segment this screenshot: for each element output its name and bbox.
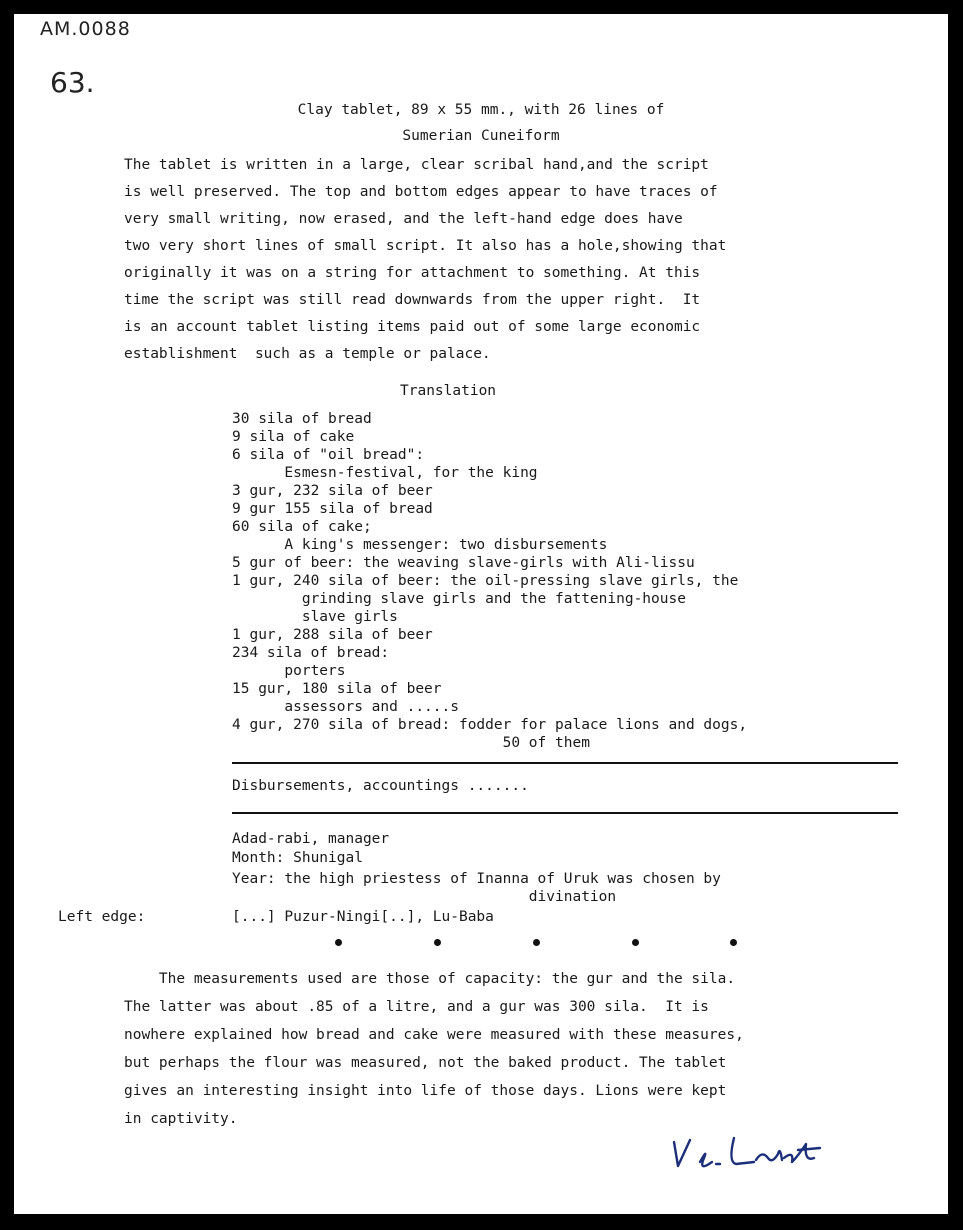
translation-line: 1 gur, 240 sila of beer: the oil-pressing slave girls, the — [232, 573, 739, 589]
notes-line: nowhere explained how bread and cake were measured with these measures, — [124, 1027, 744, 1043]
footer-line: divination — [232, 889, 617, 905]
translation-line: 4 gur, 270 sila of bread: fodder for palace lions and dogs, — [232, 717, 748, 733]
left-edge-text: [...] Puzur-Ningi[..], Lu-Baba — [232, 909, 494, 925]
separator-dot — [632, 939, 639, 946]
translation-line: assessors and .....s — [232, 699, 459, 715]
translation-line: 1 gur, 288 sila of beer — [232, 627, 433, 643]
divider-line — [232, 762, 898, 764]
left-edge-label: Left edge: — [58, 909, 146, 925]
page-number: 63. — [50, 66, 95, 99]
title-line-2: Sumerian Cuneiform — [402, 128, 560, 144]
translation-line: 234 sila of bread: — [232, 645, 390, 661]
handwritten-signature — [664, 1132, 834, 1178]
translation-line: 3 gur, 232 sila of beer — [232, 483, 433, 499]
translation-line: A king's messenger: two disbursements — [232, 537, 608, 553]
title-line-1: Clay tablet, 89 x 55 mm., with 26 lines of — [297, 102, 665, 118]
intro-line: two very short lines of small script. It also has a hole,showing that — [124, 238, 727, 254]
translation-line: 9 sila of cake — [232, 429, 355, 445]
divider-line — [232, 812, 898, 814]
separator-dot — [335, 939, 342, 946]
footer-line: Adad-rabi, manager — [232, 831, 390, 847]
separator-dot — [730, 939, 737, 946]
accession-number: AM.0088 — [40, 18, 131, 40]
translation-line: 60 sila of cake; — [232, 519, 372, 535]
notes-line: but perhaps the flour was measured, not the baked product. The tablet — [124, 1055, 727, 1071]
intro-line: The tablet is written in a large, clear scribal hand,and the script — [124, 157, 709, 173]
translation-line: 5 gur of beer: the weaving slave-girls with Ali-lissu — [232, 555, 695, 571]
notes-line: gives an interesting insight into life of those days. Lions were kept — [124, 1083, 727, 1099]
translation-heading: Translation — [400, 383, 497, 399]
footer-line: Year: the high priestess of Inanna of Uruk was chosen by — [232, 871, 721, 887]
separator-dot — [533, 939, 540, 946]
translation-line: 15 gur, 180 sila of beer — [232, 681, 442, 697]
separator-dot — [434, 939, 441, 946]
translation-line: 9 gur 155 sila of bread — [232, 501, 433, 517]
translation-line: porters — [232, 663, 346, 679]
notes-line: in captivity. — [124, 1111, 238, 1127]
intro-line: very small writing, now erased, and the left-hand edge does have — [124, 211, 683, 227]
footer-line: Month: Shunigal — [232, 850, 363, 866]
document-page — [14, 14, 948, 1214]
translation-line: 6 sila of "oil bread": — [232, 447, 425, 463]
notes-line: The measurements used are those of capacity: the gur and the sila. — [124, 971, 736, 987]
translation-line: 30 sila of bread — [232, 411, 372, 427]
summary-line: Disbursements, accountings ....... — [232, 778, 529, 794]
intro-line: is well preserved. The top and bottom edges appear to have traces of — [124, 184, 718, 200]
translation-line: grinding slave girls and the fattening-house — [232, 591, 686, 607]
translation-line: Esmesn-festival, for the king — [232, 465, 538, 481]
notes-line: The latter was about .85 of a litre, and a gur was 300 sila. It is — [124, 999, 709, 1015]
intro-line: time the script was still read downwards from the upper right. It — [124, 292, 701, 308]
translation-line: 50 of them — [232, 735, 590, 751]
translation-line: slave girls — [232, 609, 398, 625]
intro-line: originally it was on a string for attachment to something. At this — [124, 265, 701, 281]
intro-line: is an account tablet listing items paid out of some large economic — [124, 319, 701, 335]
intro-line: establishment such as a temple or palace. — [124, 346, 491, 362]
